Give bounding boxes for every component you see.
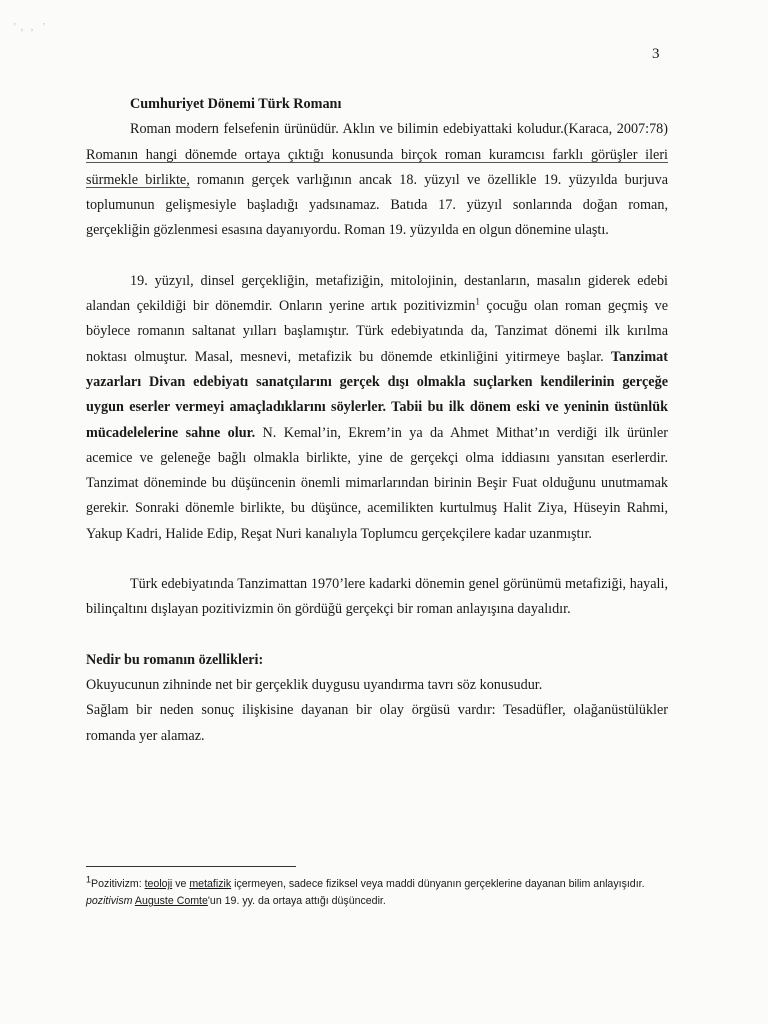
paragraph-3: Türk edebiyatında Tanzimattan 1970’lere kadarki dönemin genel görünümü metafiziği, hayali, bilinçaltını dışlayan pozitivizmin ön gördüğü gerçekçi bir roman anlayışına dayalıdır. (86, 576, 668, 618)
section-heading-ozellikler: Nedir bu romanın özellikleri: (86, 651, 264, 668)
footnote-text-b: ve (172, 878, 190, 890)
footnote (86, 876, 676, 910)
footnote-divider (86, 866, 296, 867)
document-body (86, 92, 668, 749)
paragraph-1 (86, 117, 668, 243)
footnote-text-c: içermeyen, sadece fiziksel veya maddi dünyanın gerçeklerine dayanan bilim anlayışıdır. (231, 878, 645, 890)
footnote-link-comte[interactable]: Auguste Comte (134, 895, 208, 907)
paragraph-1-text-b: romanın gerçek varlığının ancak 18. yüzyıl ve özellikle 19. yüzyılda burjuva toplumunun gelişmesiyle başladığı yadsınamaz. Batıda 17. yüzyıl sonlarında doğan roman, gerçekliğin gözlenmesi esasına dayanıyordu. Roman 19. yüzyılda en olgun dönemine ulaştı. (86, 171, 668, 239)
paragraph-2-text-a: 19. yüzyıl, dinsel gerçekliğin, metafiziğin, mitolojinin, destanların, masalın giderek edebi alandan çekildiği bir dönemdir. Onların yerine artık pozitivizmin (86, 272, 668, 315)
feature-line-1: Okuyucunun zihninde net bir gerçeklik duygusu uyandırma tavrı söz konusudur. (86, 676, 543, 693)
section-heading-cumhuriyet: Cumhuriyet Dönemi Türk Romanı (130, 96, 342, 112)
footnote-link-teoloji[interactable]: teoloji (144, 878, 173, 890)
footnote-text-e: 'un 19. yy. da ortaya attığı düşüncedir. (207, 895, 386, 907)
paragraph-2-text-c: N. Kemal’in, Ekrem’in ya da Ahmet Mithat’ın verdiği ilk ürünler acemice ve geleneğe bağlı olmakla birlikte, yine de gerçekçi olma iddiasını yansıtan eserlerdir. Tanzimat döneminde bu düşüncenin önemli mimarlarından birinin Beşir Fuat olduğunu unutmamak gerekir. Sonraki dönemle birlikte, bu düşünce, acemilikten kurtulmuş Halit Ziya, Hüseyin Rahmi, Yakup Kadri, Halide Edip, Reşat Nuri kanalıyla Toplumcu gerçekçilere kadar uzanmıştır. (86, 424, 668, 542)
scan-artifact: ' , , ' (14, 22, 46, 33)
paragraph-1-underlined: Romanın hangi dönemde ortaya çıktığı konusunda birçok roman kuramcısı farklı görüşler ileri sürmekle birlikte, (86, 146, 668, 188)
footnote-number: 1 (86, 874, 92, 885)
paragraph-2-text-b: çocuğu olan roman geçmiş ve böylece romanın saltanat yılları başlamıştır. Türk edebiyatında da, Tanzimat dönemi ilk kırılma noktası olmuştur. Masal, mesnevi, metafizik bu dönemde etkinliğini yitirmeye başlar. (86, 298, 668, 365)
footnote-text-a: Pozitivizm: (91, 878, 145, 890)
footnote-link-metafizik[interactable]: metafizik (189, 878, 232, 890)
feature-line-2: Sağlam bir neden sonuç ilişkisine dayanan bir olay örgüsü vardır: Tesadüfler, olağanüstülükler romanda yer alamaz. (86, 702, 668, 744)
footnote-italic: pozitivism (86, 895, 133, 907)
paragraph-2-bold: Tanzimat yazarları Divan edebiyatı sanatçılarını gerçek dışı olmakla suçlarken kendilerinin gerçeğe uygun eserler vermeyi amaçladıklarını söylerler. Tabii bu ilk dönem eski ve yeninin üstünlük mücadelelerine sahne olur. (86, 348, 668, 441)
paragraph-2 (86, 269, 668, 547)
footnote-ref: 1 (475, 296, 480, 307)
page-number: 3 (652, 46, 660, 62)
paragraph-1-text-a: Roman modern felsefenin ürünüdür. Aklın ve bilimin edebiyattaki koludur.(Karaca, 2007:78) (130, 121, 668, 138)
